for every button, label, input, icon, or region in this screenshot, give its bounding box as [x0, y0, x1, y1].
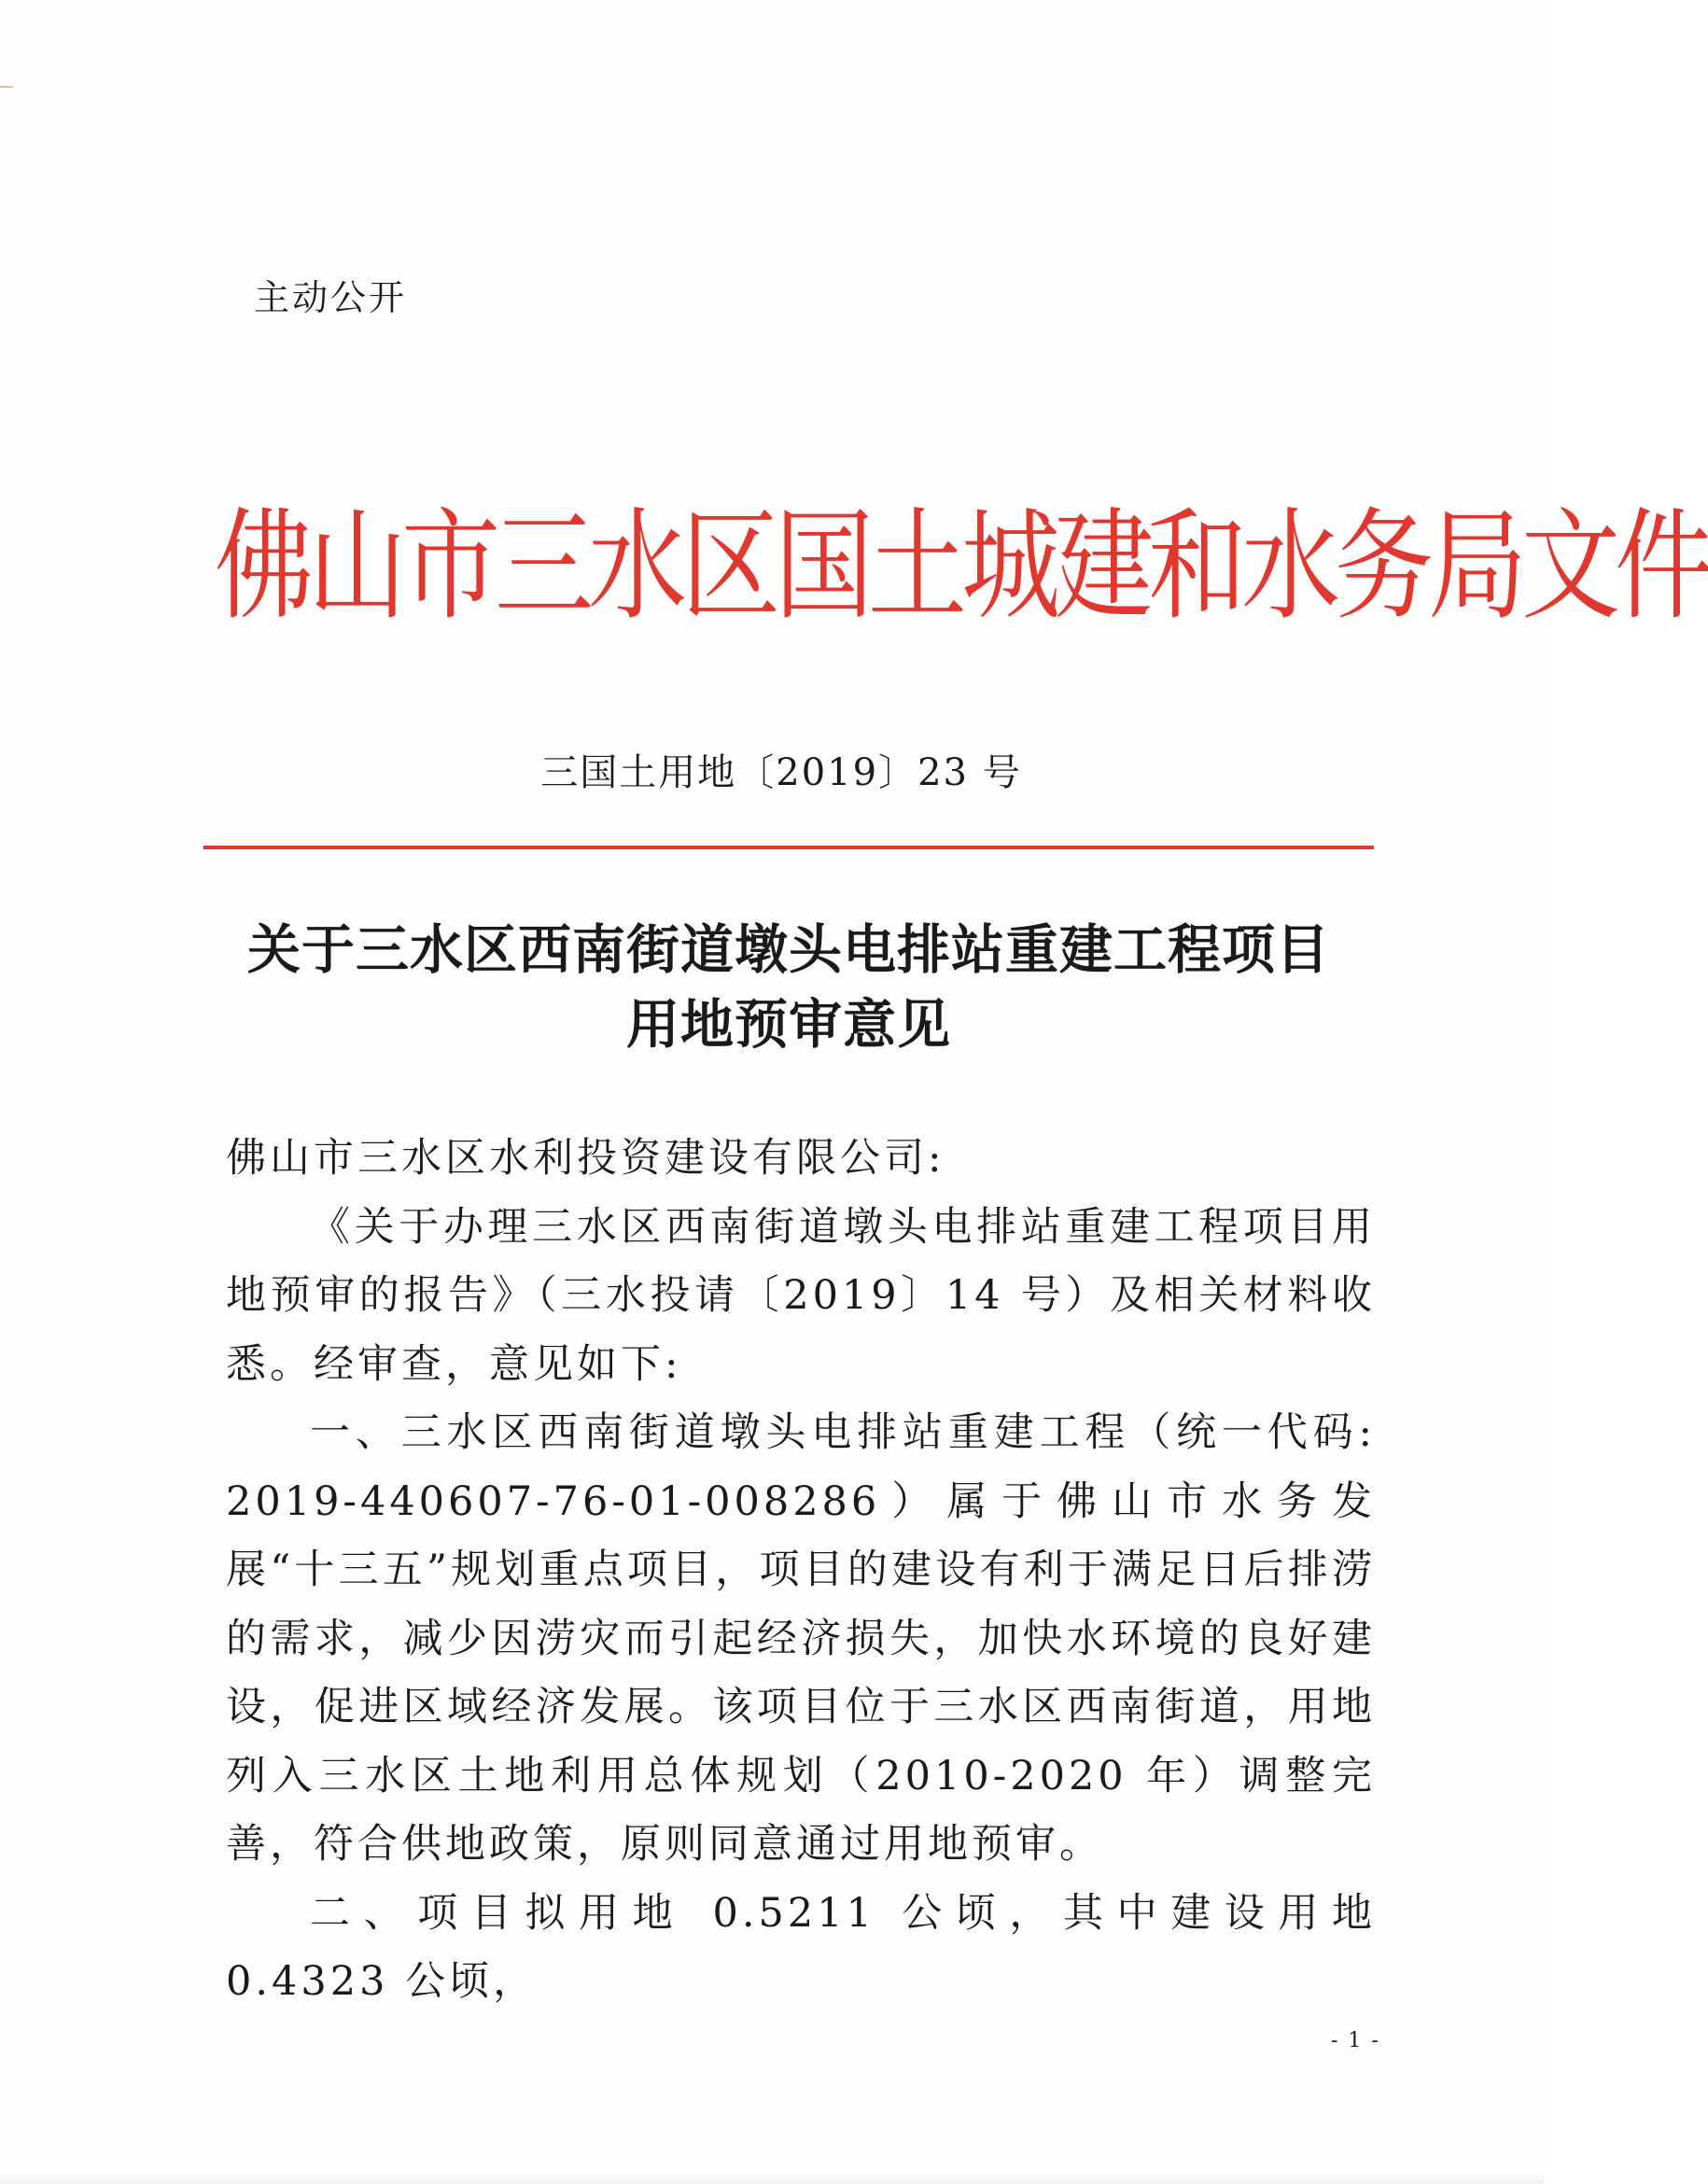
page-number: - 1 - — [1331, 2029, 1380, 2052]
title-line-1: 关于三水区西南街道墩头电排站重建工程项目 — [247, 918, 1330, 981]
header-divider — [203, 846, 1374, 849]
title-line-2: 用地预审意见 — [626, 993, 951, 1056]
document-body — [226, 1125, 1376, 2017]
body-paragraph-1: 《关于办理三水区西南街道墩头电排站重建工程项目用地预审的报告》（三水投请〔2019〕14 号）及相关材料收悉。经审查，意见如下: — [226, 1203, 1376, 1388]
disclosure-label: 主动公开 — [254, 277, 408, 318]
scan-bottom-edge — [0, 2173, 1544, 2184]
body-paragraph-3: 二、项目拟用地 0.5211 公顷，其中建设用地 0.4323 公顷， — [226, 1889, 1376, 2005]
body-paragraph-2: 一、三水区西南街道墩头电排站重建工程（统一代码: 2019-440607-76-01-008286）属于佛山市水务发展“十三五”规划重点项目，项目的建设有利于满足日后排涝的需求，减少因涝灾而引起经济损失，加快水环境的良好建设，促进区域经济发展。该项目位于三水区西南街道，用地列入三水区土地利用总体规划（2010-2020 年）调整完善，符合供地政策，原则同意通过用地预审。 — [226, 1409, 1376, 1868]
document-title — [187, 913, 1391, 1062]
addressee: 佛山市三水区水利投资建设有限公司: — [226, 1135, 945, 1182]
document-number: 三国土用地〔2019〕23 号 — [540, 751, 1022, 794]
agency-header: 佛山市三水区国土城建和水务局文件 — [215, 496, 1708, 637]
scan-edge-mark — [0, 86, 13, 88]
